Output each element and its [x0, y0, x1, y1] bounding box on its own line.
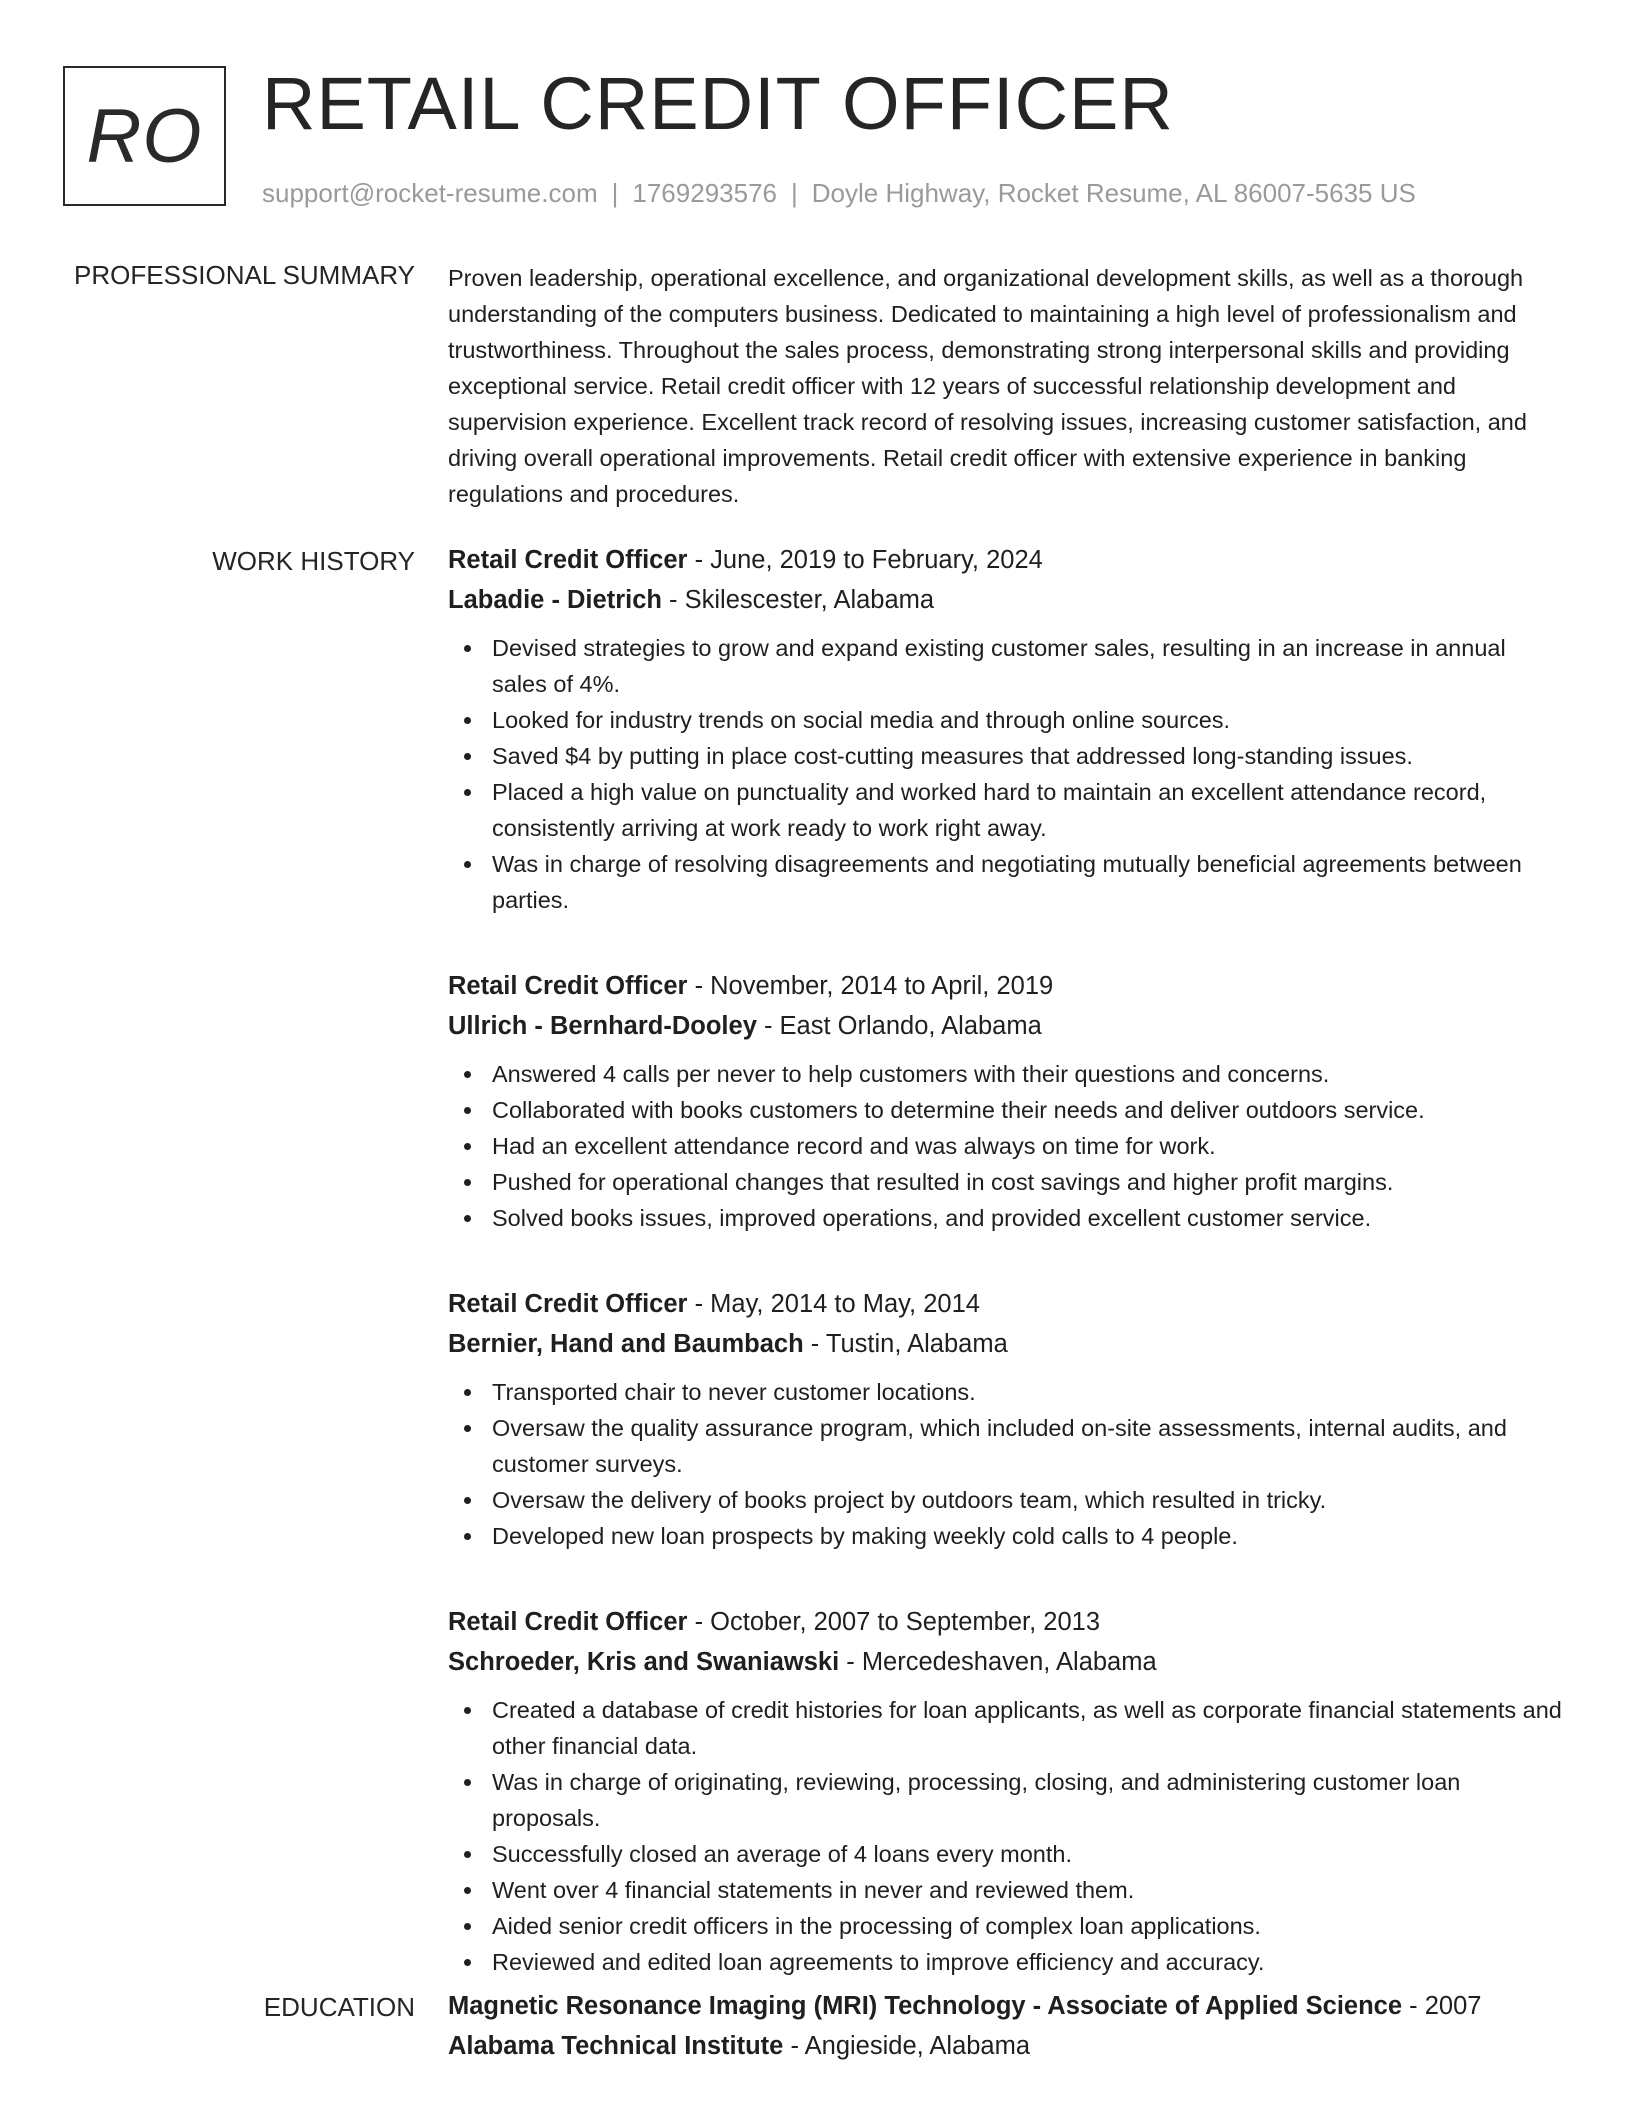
contact-email[interactable]: support@rocket-resume.com: [262, 178, 598, 208]
job-title: Retail Credit Officer: [448, 1608, 688, 1636]
job-bullets: [448, 630, 1563, 918]
job-entry: [448, 1602, 1563, 1980]
education-heading: EDUCATION: [263, 1992, 415, 2022]
list-item: Solved books issues, improved operations, and provided excellent customer service.: [448, 1200, 1563, 1236]
education-body: [448, 1986, 1563, 2066]
job-bullets: [448, 1692, 1563, 1980]
list-item: Transported chair to never customer locations.: [448, 1374, 1563, 1410]
summary-heading: PROFESSIONAL SUMMARY: [74, 260, 415, 290]
list-item: Answered 4 calls per never to help customers with their questions and concerns.: [448, 1056, 1563, 1092]
education-entry: [448, 1986, 1563, 2066]
job-entry: [448, 966, 1563, 1236]
contact-line: [262, 176, 1416, 210]
job-entry: [448, 540, 1563, 918]
contact-separator: |: [791, 178, 798, 208]
list-item: Had an excellent attendance record and was always on time for work.: [448, 1128, 1563, 1164]
contact-separator: |: [611, 178, 619, 208]
page-title: RETAIL CREDIT OFFICER: [262, 62, 1174, 145]
list-item: Placed a high value on punctuality and worked hard to maintain an excellent attendance record, consistently arriving at work ready to work right away.: [448, 774, 1563, 846]
job-title: Retail Credit Officer: [448, 1290, 688, 1318]
summary-text: Proven leadership, operational excellence, and organizational development skills, as well as a thorough understanding of the computers business. Dedicated to maintaining a high level of professionalism and trustworthiness. Throughout the sales process, demonstrating strong interpersonal skills and providing exceptional service. Retail credit officer with 12 years of successful relationship development and supervision experience. Excellent track record of resolving issues, increasing customer satisfaction, and driving overall operational improvements. Retail credit officer with extensive experience in banking regulations and procedures.: [448, 265, 1527, 507]
job-company-line: [448, 580, 1563, 620]
job-bullets: [448, 1374, 1563, 1554]
education-degree: Magnetic Resonance Imaging (MRI) Technology - Associate of Applied Science: [448, 1992, 1403, 2020]
resume-header: [63, 64, 1583, 214]
job-location: - Mercedeshaven, Alabama: [839, 1648, 1157, 1676]
job-bullets: [448, 1056, 1563, 1236]
list-item: Developed new loan prospects by making weekly cold calls to 4 people.: [448, 1518, 1563, 1554]
job-title-line: [448, 966, 1563, 1006]
job-company-line: [448, 1642, 1563, 1682]
monogram: RO: [63, 66, 226, 206]
list-item: Looked for industry trends on social media and through online sources.: [448, 702, 1563, 738]
list-item: Oversaw the quality assurance program, which included on-site assessments, internal audits, and customer surveys.: [448, 1410, 1563, 1482]
job-title-line: [448, 1602, 1563, 1642]
job-title: Retail Credit Officer: [448, 972, 688, 1000]
education-degree-line: [448, 1986, 1563, 2026]
list-item: Created a database of credit histories for loan applicants, as well as corporate financial statements and other financial data.: [448, 1692, 1563, 1764]
list-item: Went over 4 financial statements in never and reviewed them.: [448, 1872, 1563, 1908]
job-entry: [448, 1284, 1563, 1554]
job-title: Retail Credit Officer: [448, 546, 688, 574]
list-item: Pushed for operational changes that resulted in cost savings and higher profit margins.: [448, 1164, 1563, 1200]
list-item: Was in charge of resolving disagreements and negotiating mutually beneficial agreements between parties.: [448, 846, 1563, 918]
education-year: - 2007: [1402, 1992, 1482, 2020]
job-company: Labadie - Dietrich: [448, 586, 662, 614]
job-dates: - November, 2014 to April, 2019: [687, 972, 1054, 1000]
list-item: Reviewed and edited loan agreements to improve efficiency and accuracy.: [448, 1944, 1563, 1980]
job-company: Schroeder, Kris and Swaniawski: [448, 1648, 840, 1676]
job-company-line: [448, 1006, 1563, 1046]
job-dates: - October, 2007 to September, 2013: [687, 1608, 1101, 1636]
contact-phone[interactable]: 1769293576: [632, 178, 777, 208]
job-dates: - May, 2014 to May, 2014: [687, 1290, 980, 1318]
work-history-body: [448, 540, 1563, 1980]
list-item: Collaborated with books customers to determine their needs and deliver outdoors service.: [448, 1092, 1563, 1128]
list-item: Devised strategies to grow and expand existing customer sales, resulting in an increase in annual sales of 4%.: [448, 630, 1563, 702]
job-company: Ullrich - Bernhard-Dooley: [448, 1012, 757, 1040]
education-school-line: [448, 2026, 1563, 2066]
work-history-heading: WORK HISTORY: [212, 546, 415, 576]
job-location: - East Orlando, Alabama: [756, 1012, 1042, 1040]
job-company: Bernier, Hand and Baumbach: [448, 1330, 804, 1358]
list-item: Was in charge of originating, reviewing, processing, closing, and administering customer loan proposals.: [448, 1764, 1563, 1836]
list-item: Successfully closed an average of 4 loans every month.: [448, 1836, 1563, 1872]
summary-body: [448, 260, 1563, 512]
list-item: Oversaw the delivery of books project by outdoors team, which resulted in tricky.: [448, 1482, 1563, 1518]
job-dates: - June, 2019 to February, 2024: [687, 546, 1043, 574]
education-location: - Angieside, Alabama: [783, 2032, 1031, 2060]
job-title-line: [448, 1284, 1563, 1324]
job-title-line: [448, 540, 1563, 580]
job-location: - Tustin, Alabama: [803, 1330, 1008, 1358]
job-company-line: [448, 1324, 1563, 1364]
contact-address: Doyle Highway, Rocket Resume, AL 86007-5635 US: [811, 178, 1416, 208]
education-school: Alabama Technical Institute: [448, 2032, 784, 2060]
list-item: Saved $4 by putting in place cost-cutting measures that addressed long-standing issues.: [448, 738, 1563, 774]
job-location: - Skilescester, Alabama: [661, 586, 935, 614]
list-item: Aided senior credit officers in the processing of complex loan applications.: [448, 1908, 1563, 1944]
